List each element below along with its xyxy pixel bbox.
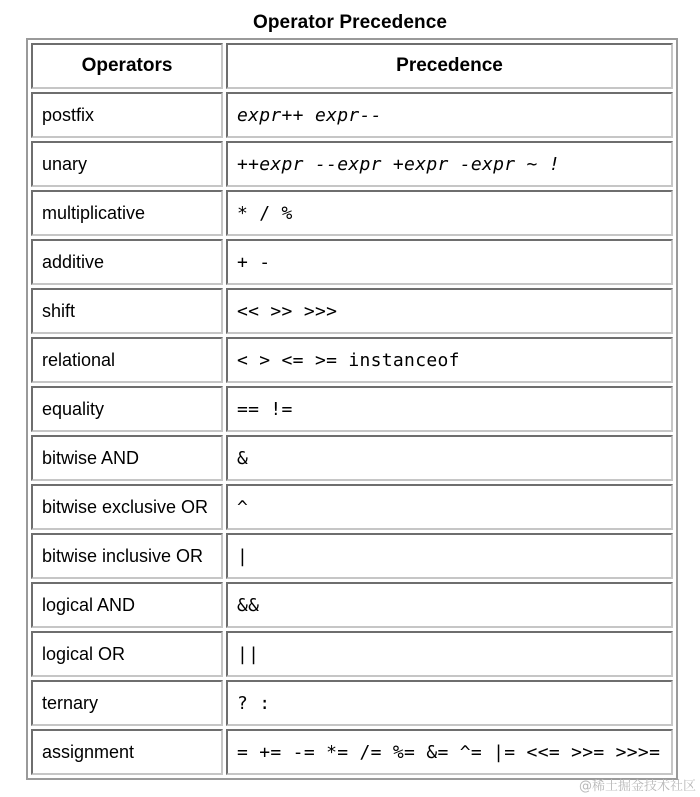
operator-category: assignment xyxy=(31,729,223,775)
operator-symbols: == != xyxy=(226,386,673,432)
table-row xyxy=(31,190,673,236)
column-header-operators: Operators xyxy=(31,43,223,89)
operator-category: bitwise AND xyxy=(31,435,223,481)
table-row xyxy=(31,484,673,530)
table-row xyxy=(31,729,673,775)
operator-symbols: + - xyxy=(226,239,673,285)
operator-symbols: = += -= *= /= %= &= ^= |= <<= >>= >>>= xyxy=(226,729,673,775)
operator-symbols: ^ xyxy=(226,484,673,530)
operator-category: bitwise exclusive OR xyxy=(31,484,223,530)
table-row xyxy=(31,631,673,677)
operator-symbols: < > <= >= instanceof xyxy=(226,337,673,383)
precedence-grid xyxy=(28,40,676,778)
table-row xyxy=(31,288,673,334)
operator-category: logical AND xyxy=(31,582,223,628)
table-row xyxy=(31,533,673,579)
table-row xyxy=(31,435,673,481)
operator-symbols: << >> >>> xyxy=(226,288,673,334)
operator-category: postfix xyxy=(31,92,223,138)
operator-category: relational xyxy=(31,337,223,383)
table-row xyxy=(31,386,673,432)
table-row xyxy=(31,337,673,383)
operator-symbols: expr++ expr-- xyxy=(226,92,673,138)
table-row xyxy=(31,582,673,628)
operator-symbols: && xyxy=(226,582,673,628)
operator-symbols: || xyxy=(226,631,673,677)
table-row xyxy=(31,239,673,285)
operator-symbols: ? : xyxy=(226,680,673,726)
operator-category: equality xyxy=(31,386,223,432)
column-header-precedence: Precedence xyxy=(226,43,673,89)
watermark: @稀土掘金技术社区 xyxy=(578,779,696,794)
operator-category: unary xyxy=(31,141,223,187)
operator-category: logical OR xyxy=(31,631,223,677)
operator-symbols: * / % xyxy=(226,190,673,236)
table-row xyxy=(31,680,673,726)
operator-symbols: & xyxy=(226,435,673,481)
operator-category: bitwise inclusive OR xyxy=(31,533,223,579)
operator-category: ternary xyxy=(31,680,223,726)
header-row xyxy=(31,43,673,89)
table-title: Operator Precedence xyxy=(252,12,448,33)
operator-category: additive xyxy=(31,239,223,285)
table-row xyxy=(31,92,673,138)
operator-category: shift xyxy=(31,288,223,334)
operator-symbols: | xyxy=(226,533,673,579)
operator-category: multiplicative xyxy=(31,190,223,236)
operator-precedence-table xyxy=(26,38,678,780)
operator-symbols: ++expr --expr +expr -expr ~ ! xyxy=(226,141,673,187)
table-row xyxy=(31,141,673,187)
